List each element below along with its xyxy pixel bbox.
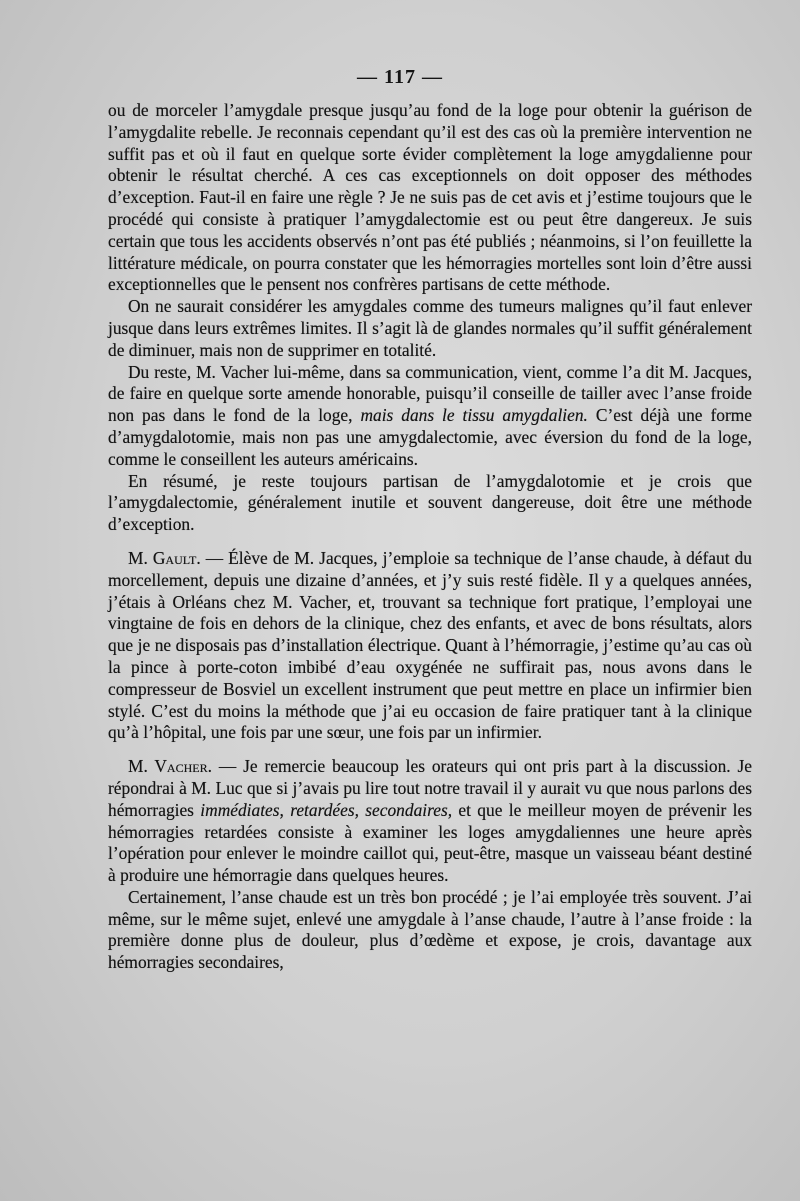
paragraph-anse-chaude: Certainement, l’anse chaude est un très bon procédé ; je l’ai employée très souvent. J’ai même, sur le même sujet, enlevé une amygdale à l’anse chaude, l’autre à l’anse froide : la première donne plus de douleur, plus d’œdème et expose, je crois, davantage aux hémorragies secondaires, [108, 886, 752, 973]
body-text [108, 100, 752, 974]
speaker-name: M. Gault. [128, 547, 201, 568]
italic-phrase: mais dans le tissu amygdalien. [360, 405, 588, 426]
paragraph-text: Du reste, M. Vacher lui-même, dans sa communication, vient, comme l’a dit M. Jacques, de faire en quelque sorte amende honorable, puisqu’il conseille de tailler avec l’anse froide non pas dans le fond de la loge, [108, 361, 752, 426]
page-number: — 117 — [357, 66, 443, 88]
paragraph-vacher-reply [108, 756, 752, 887]
paragraph-text: — Je remercie beaucoup les orateurs qui ont pris part à la discussion. Je répondrai à M. Luc que si j’avais pu lire tout notre travail il y aurait vu que nous parlons des hémorragies [108, 756, 752, 820]
paragraph-amygdales-malignes: On ne saurait considérer les amygdales comme des tumeurs malignes qu’il faut enlever jusque dans leurs extrêmes limites. Il s’agit là de glandes normales qu’il suffit généralement de diminuer, mais non de supprimer en totalité. [108, 296, 752, 360]
paragraph-text: C’est déjà une forme d’amygdalotomie, mais non pas une amygdalectomie, avec éversion du fond de la loge, comme le conseillent les auteurs américains. [108, 405, 753, 469]
speaker-name: M. Vacher. [128, 756, 212, 777]
paragraph-gault [108, 548, 752, 744]
paragraph-resume: En résumé, je reste toujours partisan de l’amygdalotomie et je crois que l’amygdalectomie, généralement inutile et souvent dangereuse, doit être une méthode d’exception. [108, 470, 752, 535]
paragraph-text: — Élève de M. Jacques, j’emploie sa technique de l’anse chaude, à défaut du morcellement, depuis une dizaine d’années, et j’y suis resté fidèle. Il y a quelques années, j’étais à Orléans chez M. Vacher, et, trouvant sa technique fort pratique, l’employai une vingtaine de fois en dehors de la clinique, chez des enfants, et avec de bons résultats, alors que je ne disposais pas d’installation électrique. Quant à l’hémorragie, j’estime qu’au cas où la pince à porte-coton imbibé d’eau oxygénée ne suffirait pas, nous avons dans le compresseur de Bosviel un excellent instrument que peut mettre en place un infirmier bien stylé. C’est du moins la méthode que j’ai eu occasion de faire pratiquer tant à la clinique qu’à l’hôpital, une fois par une sœur, une fois par un infirmier. [108, 547, 752, 743]
paragraph-text: et que le meilleur moyen de prévenir les hémorragies retardées consiste à examiner les loges amygdaliennes une heure après l’opération pour enlever le moindre caillot qui, peut-être, masque un vaisseau béant destiné à produire une hémorragie dans quelques heures. [108, 799, 752, 886]
paragraph-continuation: ou de morceler l’amygdale presque jusqu’au fond de la loge pour obtenir la guérison de l’amygdalite rebelle. Je reconnais cependant qu’il est des cas où la première intervention ne suffit pas et où il faut en quelque sorte évider complètement la loge amygdalienne pour obtenir le résultat cherché. A ces cas exceptionnels on doit opposer des méthodes d’exception. Faut-il en faire une règle ? Je ne suis pas de cet avis et j’estime toujours que le procédé qui consiste à pratiquer l’amygdalectomie est ou peut être dangereux. Je suis certain que tous les accidents observés n’ont pas été publiés ; néanmoins, si l’on feuillette la littérature médicale, on pourra constater que les hémorragies mortelles sont loin d’être aussi exceptionnelles que le pensent nos confrères partisans de cette méthode. [108, 100, 752, 295]
paragraph-vacher-reference [108, 362, 752, 471]
italic-phrase: immédiates, retardées, secondaires, [200, 799, 453, 820]
